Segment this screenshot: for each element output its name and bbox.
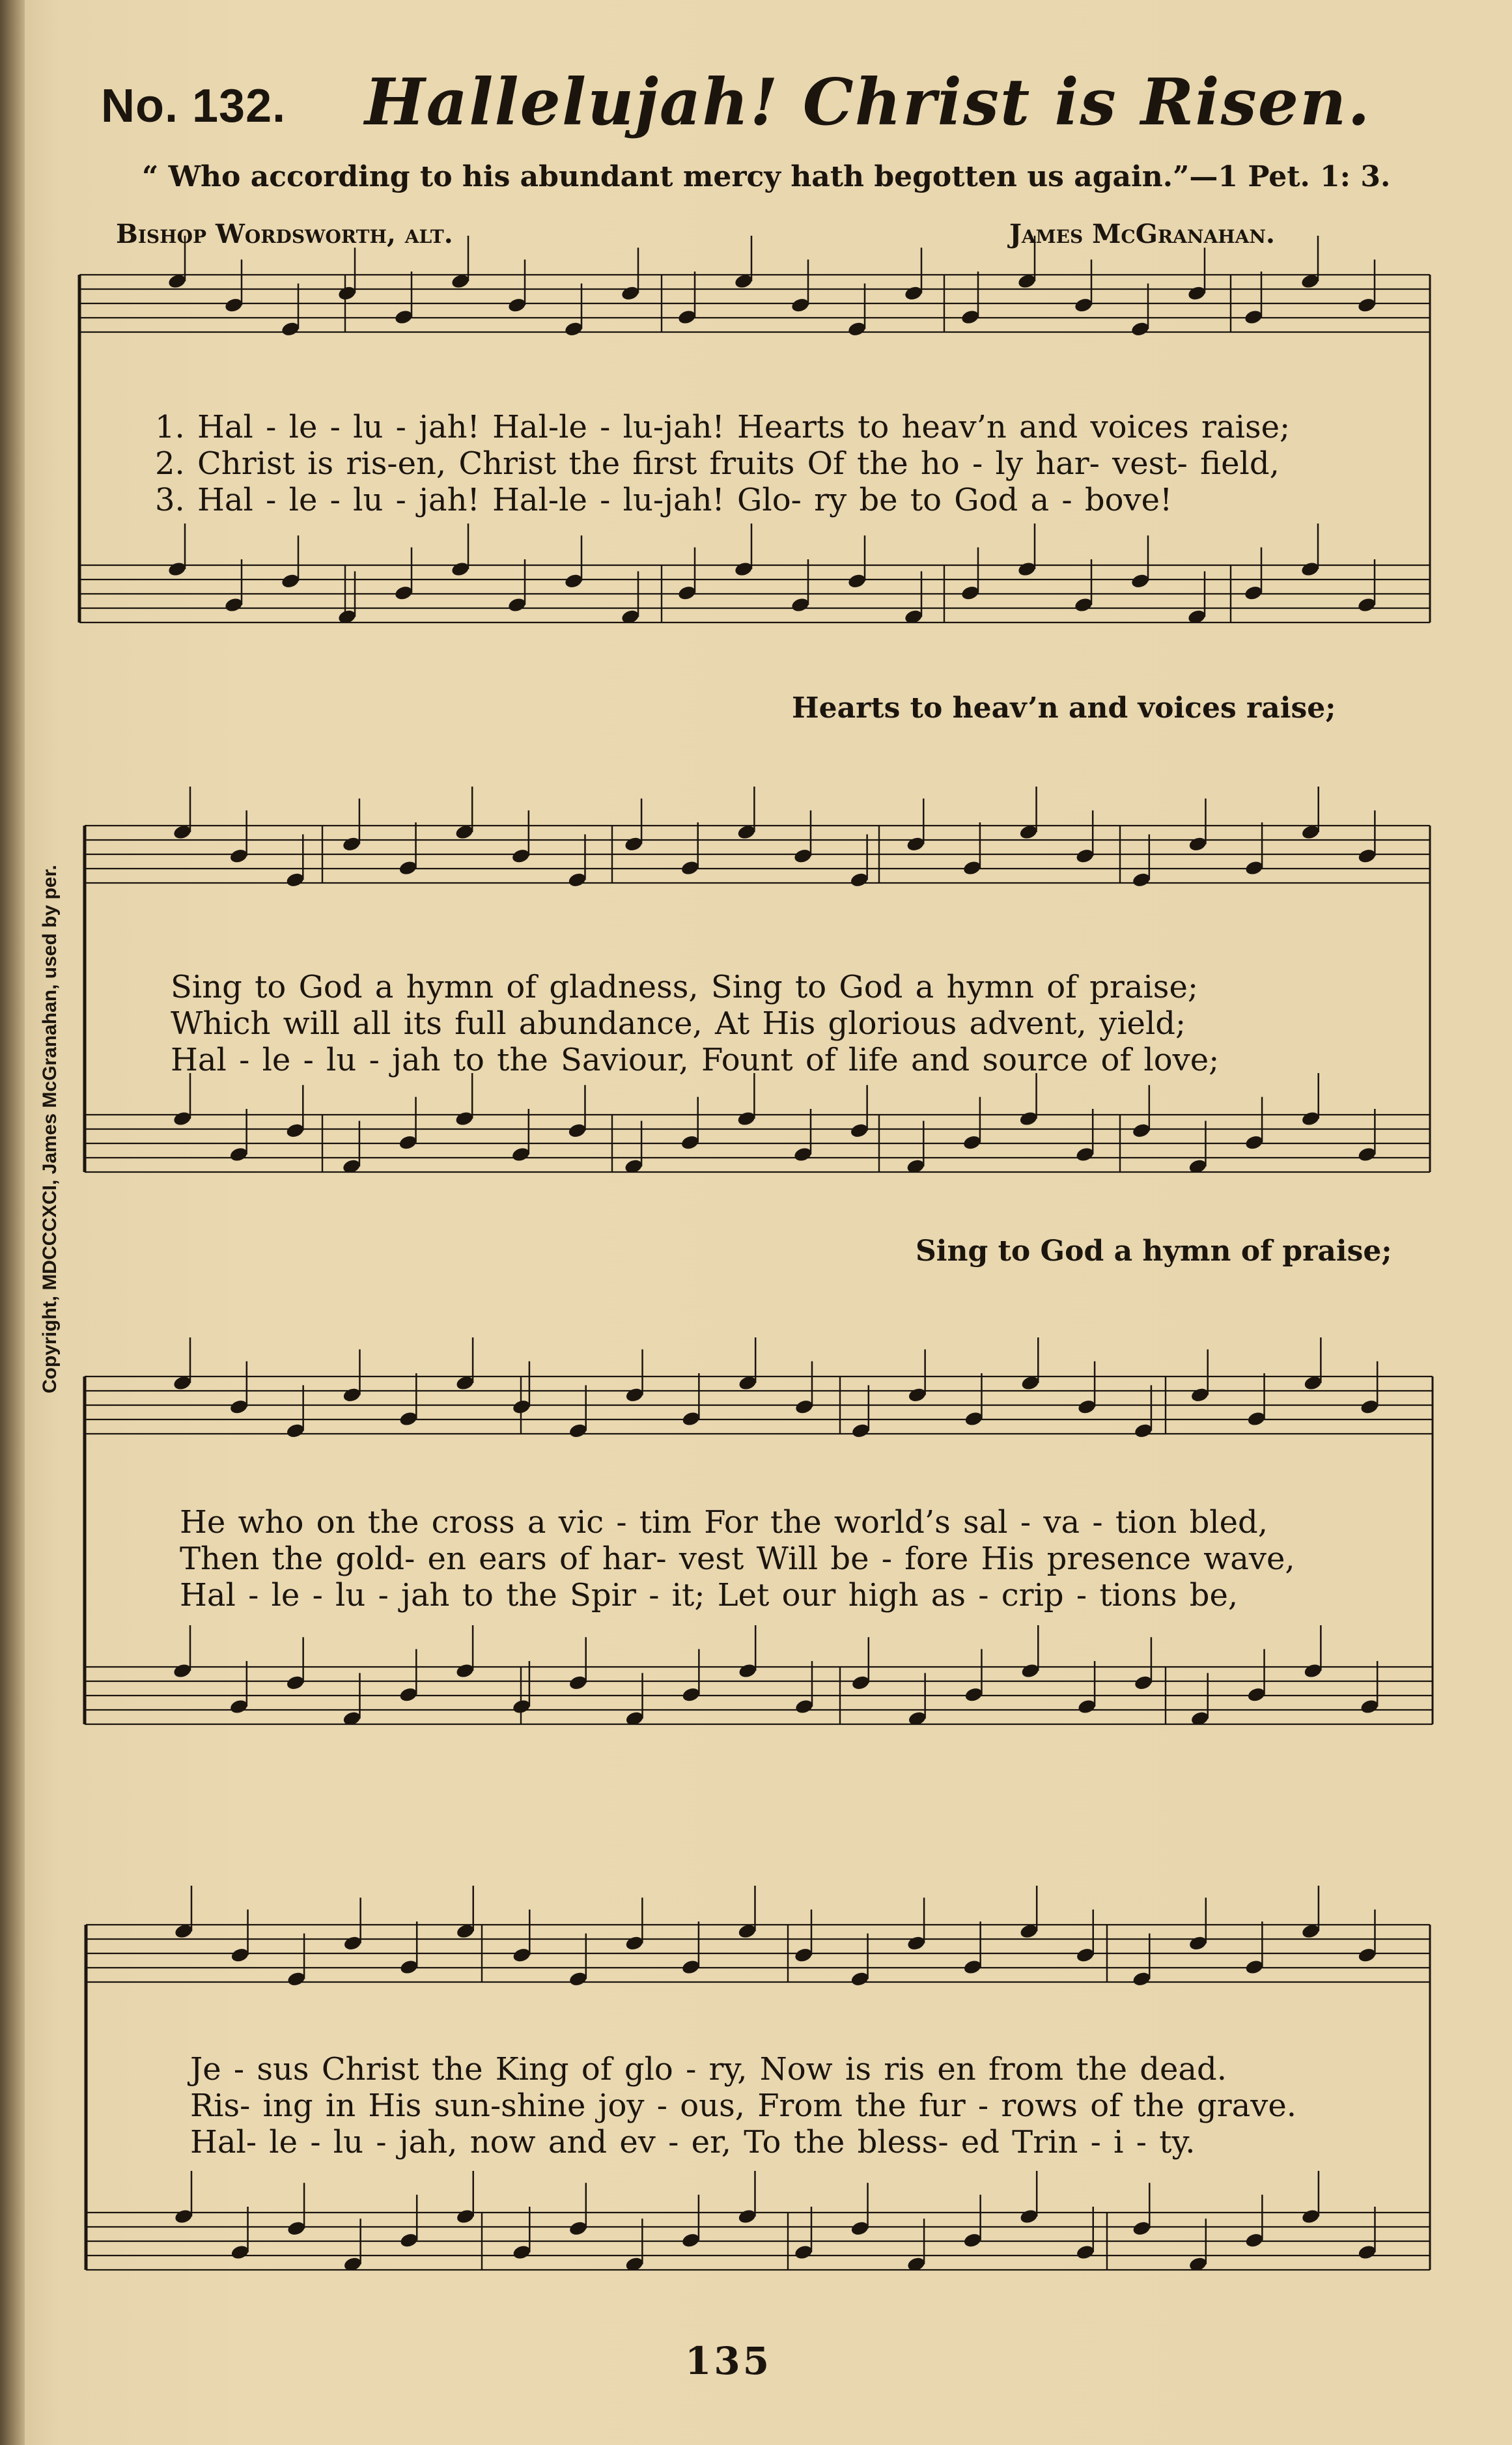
system-1-verse-1: 1. Hal - le - lu - jah! Hal-le - lu-jah! Hearts to heav’n and voices raise; <box>155 409 1291 445</box>
epigraph: “ Who according to his abundant mercy hath begotten us again.”—1 Pet. 1: 3. <box>142 160 1391 193</box>
system-2-verse-3: Hal - le - lu - jah to the Saviour, Fount of life and source of love; <box>171 1042 1220 1078</box>
system-4-verse-3: Hal- le - lu - jah, now and ev - er, To the bless- ed Trin - i - ty. <box>190 2124 1196 2160</box>
copyright-notice: Copyright, MDCCCXCI, James McGranahan, used by per. <box>39 865 61 1393</box>
page-number: 135 <box>685 2339 772 2383</box>
system-1-echo: Hearts to heav’n and voices raise; <box>792 692 1336 725</box>
words-author: Bishop Wordsworth, alt. <box>116 219 453 249</box>
system-1-verse-2: 2. Christ is ris-en, Christ the first fruits Of the ho - ly har- vest- field, <box>155 445 1280 482</box>
hymn-number: No. 132. <box>101 80 287 132</box>
hymn-title: Hallelujah! Christ is Risen. <box>365 65 1371 140</box>
system-2-verse-2: Which will all its full abundance, At His glorious advent, yield; <box>171 1005 1186 1042</box>
system-3-verse-3: Hal - le - lu - jah to the Spir - it; Let our high as - crip - tions be, <box>180 1577 1239 1614</box>
system-4-verse-1: Je - sus Christ the King of glo - ry, Now is ris en from the dead. <box>190 2051 1227 2088</box>
note-heads <box>167 273 1380 2272</box>
system-4-verse-2: Ris- ing in His sun-shine joy - ous, From the fur - rows of the grave. <box>190 2088 1297 2124</box>
system-1-verse-3: 3. Hal - le - lu - jah! Hal-le - lu-jah! Glo- ry be to God a - bove! <box>155 482 1173 518</box>
music-author: James McGranahan. <box>1009 219 1275 249</box>
system-3-verse-2: Then the gold- en ears of har- vest Will be - fore His presence wave, <box>180 1541 1295 1577</box>
system-3-verse-1: He who on the cross a vic - tim For the world’s sal - va - tion bled, <box>180 1504 1268 1541</box>
system-2-verse-1: Sing to God a hymn of gladness, Sing to God a hymn of praise; <box>171 969 1199 1005</box>
system-2-echo: Sing to God a hymn of praise; <box>916 1235 1392 1268</box>
